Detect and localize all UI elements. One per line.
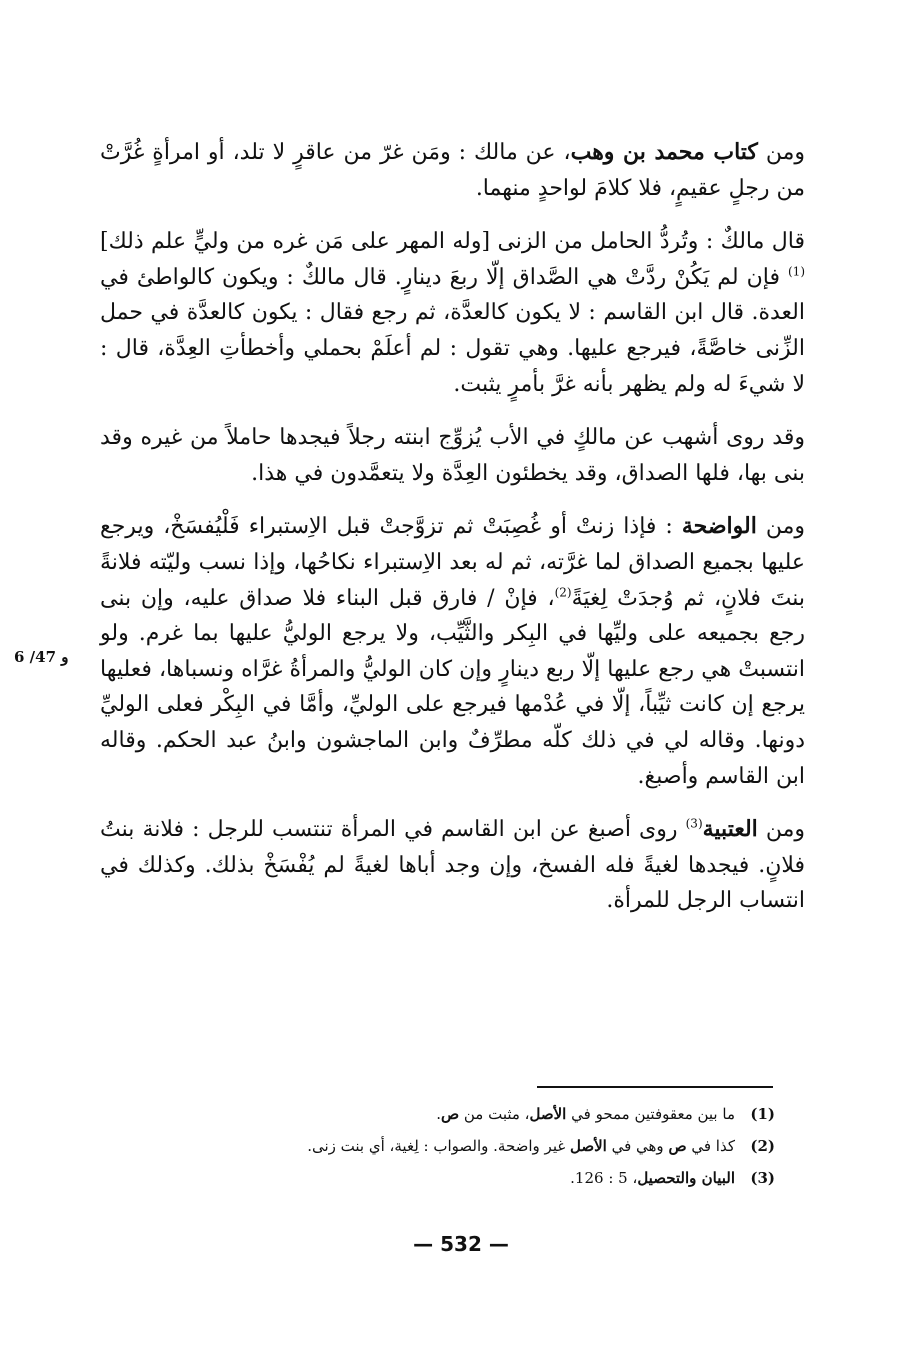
footnote-number: (2): [750, 1137, 775, 1155]
footnote-text: .: [436, 1105, 441, 1123]
paragraph-2-text-a: قال مالكٌ : وتُردُّ الحامل من الزنى [وله المهر على مَن غره من وليٍّ علم ذلك]: [100, 229, 805, 255]
paragraph-1-prefix: ومن: [757, 140, 805, 165]
manuscript-folio-note: 6 /47 و: [14, 648, 69, 666]
paragraph-4-text-a: : فإذا زنتْ أو غُصِبَتْ ثم تزوَّجتْ قبل الاِستبراء فَلْيُفسَخْ، ويرجع عليها بجميع الصداق لما غرَّته، ثم له بعد الاِستبراء نكاحُها، وإذا نسب وليّته فلانةً بنتَ فلانٍ، ثم وُجدَتْ لِغيَةً: [100, 514, 806, 611]
footnote-source-name: ص: [440, 1105, 460, 1123]
source-title-wadiha: الواضحة: [681, 513, 757, 540]
footnote-text: وهي في: [606, 1137, 669, 1155]
main-text: [100, 135, 805, 937]
footnote-ref-2[interactable]: (2): [554, 585, 572, 600]
footnote-source-name: الأصل: [569, 1137, 607, 1155]
footnote-text: ، مثبت من: [459, 1105, 530, 1123]
footnote-separator: [537, 1086, 773, 1088]
footnote-ref-3[interactable]: (3): [685, 816, 703, 831]
paragraph-2-text-b: فإن لم يَكُنْ ردَّتْ هي الصَّداق إلّا ربعَ دينارٍ. قال مالكٌ : ويكون كالواطئ في العدة. قال ابن القاسم : لا يكون كالعدَّة، ثم رجع فقال : يكون كالعدَّة في حمل الزِّنى خاصَّةً، فيرجع عليها. وهي تقول : لم أعلَمْ بحملي وأخطأتِ العِدَّة، قال : لا شيءَ له ولم يظهر بأنه غرَّ بأمرٍ يثبت.: [100, 264, 805, 397]
page-number: — 532 —: [413, 1232, 509, 1256]
paragraph-5-prefix: ومن: [757, 817, 805, 843]
footnote-3: [200, 1162, 775, 1194]
paragraph-5: [100, 812, 805, 919]
source-title-utbiyya: العتبية: [702, 816, 758, 843]
footnote-number: (3): [750, 1169, 775, 1187]
footnote-text: غير واضحة. والصواب : لِغية، أي بنت زنى.: [307, 1137, 570, 1155]
footnote-text: ، 5 : 126.: [570, 1169, 638, 1187]
footnote-text: كذا في: [686, 1137, 735, 1155]
paragraph-4: [100, 509, 805, 794]
footnote-number: (1): [750, 1105, 775, 1123]
paragraph-1: [100, 135, 805, 206]
paragraph-4-prefix: ومن: [756, 514, 805, 540]
footnote-text: ما بين معقوفتين ممحو في: [566, 1105, 735, 1123]
paragraph-3: [100, 420, 805, 491]
paragraph-3-text: وقد روى أشهب عن مالكٍ في الأب يُزوِّج ابنته رجلاً فيجدها حاملاً من غيره وقد بنى بها، فلها الصداق، وقد يخطئون العِدَّة ولا يتعمَّدون في هذا.: [100, 425, 805, 486]
paragraph-5-text: روى أصبغ عن ابن القاسم في المرأة تنتسب للرجل : فلانة بنتُ فلانٍ. فيجدها لغيةً فله الفسخ، وإن وجد أباها لغيةً لم يُفْسَخْ بذلك. وكذلك في انتساب الرجل للمرأة.: [100, 817, 805, 914]
paragraph-1-text: ، عن مالك : ومَن غرّ من عاقرٍ لا تلد، أو امرأةٍ غُرَّتْ من رجلٍ عقيمٍ، فلا كلامَ لواحدٍ منهما.: [100, 140, 805, 201]
footnote-source-name: الأصل: [529, 1105, 567, 1123]
footnote-ref-1[interactable]: (1): [787, 264, 805, 279]
paragraph-2: [100, 224, 805, 402]
footnote-source-name: البيان والتحصيل: [637, 1169, 735, 1187]
footnotes: [200, 1098, 775, 1194]
paragraph-4-text-b: ، فإنْ / فارق قبل البناء فلا صداق عليه، وإن بنى رجع بجميعه على وليِّها في البِكر والثَّيِّب، ولا يرجع الوليُّ عليها بما غرم. ولو انتسبتْ هي رجع عليها إلّا ربع دينارٍ وإن كان الوليُّ والمرأةُ غرَّاه ونسباها، فعليها يرجع إن كانت ثيِّباً، إلّا في عُدْمها فيرجع على الوليِّ، وأمَّا في البِكْر فعلى الوليِّ دونها. وقاله لي في ذلك كلّه مطرِّفٌ وابن الماجشون وابنُ عبد الحكم. وقاله ابن القاسم وأصبغ.: [100, 585, 805, 789]
footnote-2: [200, 1130, 775, 1162]
footnote-source-name: ص: [668, 1137, 687, 1155]
source-title-ibn-wahb: كتاب محمد بن وهب: [570, 139, 758, 165]
footnote-1: [200, 1098, 775, 1130]
